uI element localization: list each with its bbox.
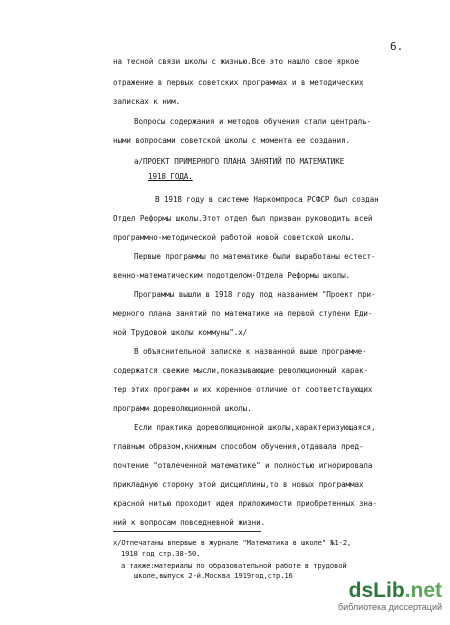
- text-line: на тесной связи школы с жизнью.Все это нашло свое яркое: [113, 57, 359, 66]
- text-line: содержатся свежие мысли,показывающие революционный харак-: [113, 366, 368, 375]
- section-heading-year: 1918 ГОДА.: [148, 172, 193, 181]
- text-line: Вопросы содержания и методов обучения стали централь-: [134, 117, 372, 126]
- text-line: отражение в первых советских программах и в методических: [113, 78, 364, 87]
- text-line: прикладную сторону этой дисциплины,то в новых программах: [113, 480, 364, 489]
- text-line: главным образом,книжным способом обучения,отдавала пред-: [113, 442, 364, 451]
- text-line: Первые программы по математике были выработаны естест-: [134, 252, 376, 261]
- footnote-line: 1918 год стр.38-50.: [121, 549, 201, 558]
- watermark-subtitle: библиотека диссертаций: [337, 602, 442, 612]
- text-line: почтение "отвлеченной математике" и полностью игнорировала: [113, 461, 373, 470]
- text-line: венно-математическим подотделом-Отдела Реформы школы.: [113, 271, 351, 280]
- text-line: программ дореволюционной школы.: [113, 404, 252, 413]
- text-line: красной нитью проходит идея приложимости приобретенных зна-: [113, 499, 377, 508]
- text-line: В 1918 году в системе Наркомпроса РСФСР был создан: [155, 195, 379, 204]
- watermark-logo: dsLib.net: [348, 579, 442, 602]
- footnote-line: х/Отпечатаны впервые в журнале "Математика в школе" №1-2,: [113, 538, 352, 547]
- text-line: Если практика дореволюционной школы,характеризующаяся,: [134, 423, 376, 432]
- text-line: тер этих программ и их коренное отличие от соответствующих: [113, 385, 373, 394]
- text-line: ной Трудовой школы коммуны".х/: [113, 328, 248, 337]
- footnote-line: школе,выпуск 2-й.Москва 1919год,стр.16: [134, 571, 293, 580]
- footnote-line: а также:материалы по образовательной работе в трудовой: [121, 561, 347, 570]
- text-line: программно-методической работой новой советской школы.: [113, 233, 355, 242]
- text-line: ний к вопросам повседневной жизни.: [113, 518, 266, 527]
- footnote-divider: [113, 531, 261, 532]
- text-line: ными вопросами советской школы с момента ее создания.: [113, 136, 351, 145]
- watermark: [322, 580, 442, 613]
- text-line: записках к ним.: [113, 97, 181, 106]
- text-line: Отдел Реформы школы.Этот отдел был призван руководить всей: [113, 214, 373, 223]
- section-heading: а/ПРОЕКТ ПРИМЕРНОГО ПЛАНА ЗАНЯТИЙ ПО МАТЕМАТИКЕ: [134, 157, 345, 166]
- text-line: В объяснительной записке к названной выше программе-: [134, 347, 367, 356]
- text-line: мерного плана занятий по математике на первой ступени Еди-: [113, 309, 373, 318]
- page-number: 6.: [390, 40, 404, 53]
- text-line: Программы вышли в 1918 году под названием "Проект при-: [134, 290, 376, 299]
